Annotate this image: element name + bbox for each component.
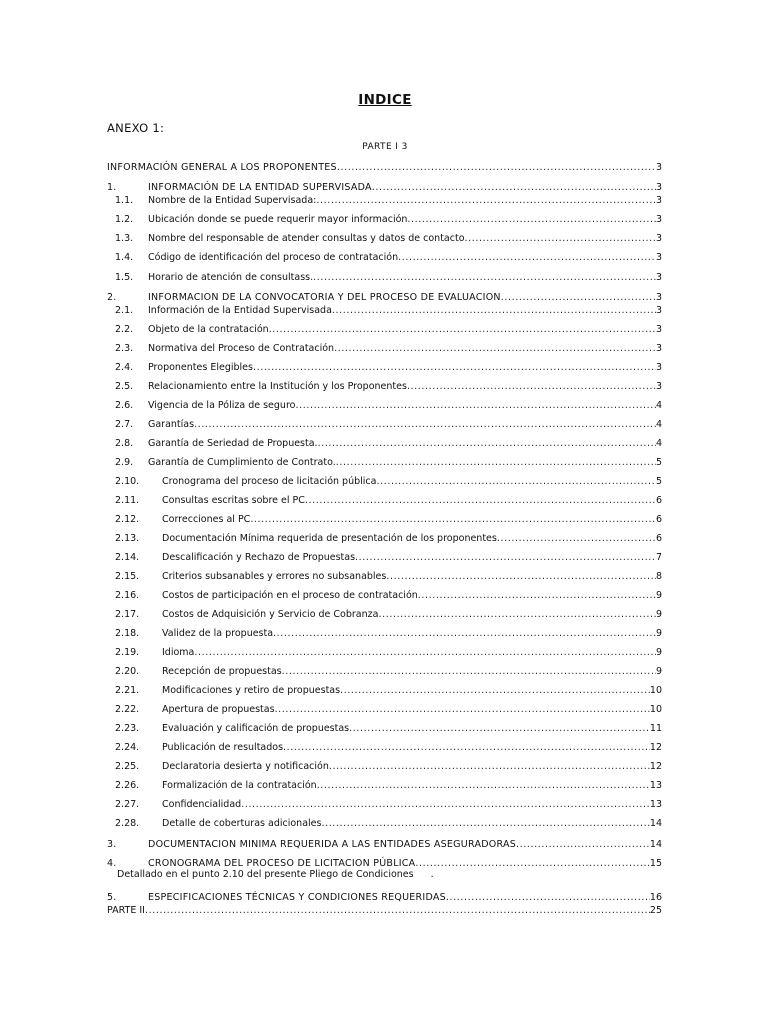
toc-dot-leader [501,292,656,304]
toc-entry[interactable] [107,627,662,640]
toc-entry-number: 2.16. [115,590,140,601]
toc-entry-title: Consultas escritas sobre el PC [162,495,305,506]
toc-entry-page: 3 [655,233,662,244]
toc-entry-title: Vigencia de la Póliza de seguro [148,400,296,411]
toc-dot-leader [516,839,650,851]
toc-entry-page: 9 [655,628,662,639]
index-title: INDICE [358,92,412,108]
toc-entry-title: INFORMACION DE LA CONVOCATORIA Y DEL PROCESO DE EVALUACION [148,292,501,303]
toc-entry-page: 12 [649,761,662,772]
toc-entry-title: Costos de participación en el proceso de contratación [162,590,418,601]
toc-dot-leader [282,666,656,678]
toc-entry-number: 2.3. [115,343,134,354]
toc-entry[interactable] [107,304,662,317]
toc-entry-number: 2.6. [115,400,134,411]
toc-entry-page: 12 [649,742,662,753]
toc-entry-title: Evaluación y calificación de propuestas [162,723,350,734]
toc-entry-page: 7 [655,552,662,563]
toc-entry[interactable] [107,532,662,545]
toc-entry-page: 15 [649,858,662,869]
toc-entry-title: Modificaciones y retiro de propuestas [162,685,341,696]
toc-entry-number: 1.5. [115,272,134,283]
toc-entry-title: Nombre de la Entidad Supervisada: [148,195,317,206]
toc-dot-leader [378,609,655,621]
toc-entry-title: Nombre del responsable de atender consultas y datos de contacto [148,233,465,244]
toc-entry-page: 13 [649,799,662,810]
toc-entry[interactable] [107,513,662,526]
toc-entry-title: Declaratoria desierta y notificación [162,761,329,772]
toc-entry[interactable] [107,904,662,917]
toc-entry[interactable] [107,291,662,304]
toc-entry[interactable] [107,817,662,830]
toc-note-4-text: Detallado en el punto 2.10 del presente Pliego de Condiciones [117,869,414,880]
toc-entry-number: 2.25. [115,761,140,772]
toc-entry-page: 14 [649,818,662,829]
toc-entry-title: Cronograma del proceso de licitación pública [162,476,377,487]
toc-entry[interactable] [107,213,662,226]
toc-entry-title: Formalización de la contratación [162,780,317,791]
toc-entry-number: 2.26. [115,780,140,791]
toc-dot-leader [321,818,649,830]
toc-entry-page: 3 [655,214,662,225]
toc-entry-page: 13 [649,780,662,791]
toc-dot-leader [386,571,656,583]
toc-entry-page: 10 [649,685,662,696]
toc-entry[interactable] [107,570,662,583]
toc-entry-number: 2.23. [115,723,140,734]
toc-entry[interactable] [107,722,662,735]
toc-dot-leader [194,647,656,659]
toc-dot-leader [349,723,650,735]
toc-entry-page: 3 [655,305,662,316]
toc-dot-leader [334,343,656,355]
toc-entry-number: 2.10. [115,476,140,487]
toc-dot-leader [446,892,650,904]
toc-entry-title: ESPECIFICACIONES TÉCNICAS Y CONDICIONES REQUERIDAS [148,892,446,903]
toc-entry-page: 6 [655,533,662,544]
toc-dot-leader [194,419,656,431]
toc-dot-leader [269,324,656,336]
toc-entry-page: 16 [649,892,662,903]
toc-entry-page: 5 [655,476,662,487]
toc-dot-leader [398,252,656,264]
toc-dot-leader [329,761,650,773]
toc-entry-number: 2.7. [115,419,134,430]
toc-entry-title: Garantías [148,419,195,430]
toc-entry-page: 3 [655,252,662,263]
toc-entry-title: Costos de Adquisición y Servicio de Cobranza [162,609,379,620]
toc-dot-leader [313,272,656,284]
toc-dot-leader [376,476,655,488]
toc-entry-title: DOCUMENTACION MINIMA REQUERIDA A LAS ENTIDADES ASEGURADORAS [148,839,517,850]
toc-entry[interactable] [107,161,662,174]
toc-dot-leader [407,214,656,226]
toc-entry-page: 9 [655,666,662,677]
toc-entry-number: 2. [107,292,117,303]
toc-entry-number: 2.17. [115,609,140,620]
parte-i-label: PARTE I 3 [362,142,408,152]
toc-entry[interactable] [107,271,662,284]
toc-entry[interactable] [107,760,662,773]
toc-entry-page: 3 [655,362,662,373]
toc-dot-leader [275,704,650,716]
toc-entry-number: 2.27. [115,799,140,810]
toc-dot-leader [372,182,656,194]
toc-entry[interactable] [107,703,662,716]
toc-dot-leader [250,514,656,526]
toc-entry-page: 5 [655,457,662,468]
toc-entry-title: Documentación Mínima requerida de presentación de los proponentes [162,533,497,544]
toc-entry-number: 2.18. [115,628,140,639]
anexo-label: ANEXO 1: [107,121,165,135]
toc-dot-leader [337,162,656,174]
toc-entry[interactable] [107,361,662,374]
toc-entry-page: 4 [655,400,662,411]
toc-entry-page: 10 [649,704,662,715]
toc-entry-number: 4. [107,858,117,869]
toc-entry-number: 2.5. [115,381,134,392]
toc-entry-page: 3 [655,292,662,303]
toc-dot-leader [465,233,656,245]
toc-entry-page: 3 [655,343,662,354]
toc-entry-title: Objeto de la contratación [148,324,269,335]
toc-note-4 [117,869,434,881]
toc-entry[interactable] [107,194,662,207]
toc-entry-title: Descalificación y Rechazo de Propuestas [162,552,356,563]
toc-entry-title: Relacionamiento entre la Institución y los Proponentes [148,381,407,392]
toc-entry[interactable] [107,798,662,811]
toc-entry-page: 11 [649,723,662,734]
toc-entry[interactable] [107,399,662,412]
toc-entry-title: INFORMACIÓN DE LA ENTIDAD SUPERVISADA [148,182,372,193]
toc-dot-leader [340,685,650,697]
toc-entry-page: 4 [655,419,662,430]
toc-entry-title: Confidencialidad [162,799,242,810]
toc-entry-title: Idioma [162,647,195,658]
toc-entry-number: 2.8. [115,438,134,449]
toc-dot-leader [316,195,656,207]
toc-dot-leader [241,799,650,811]
toc-entry-title: Horario de atención de consultass. [148,272,314,283]
toc-entry-number: 1. [107,182,117,193]
toc-entry[interactable] [107,418,662,431]
toc-dot-leader [318,438,656,450]
toc-entry-number: 2.24. [115,742,140,753]
toc-entry[interactable] [107,741,662,754]
toc-entry[interactable] [107,684,662,697]
toc-entry-title: PARTE II [107,905,145,916]
toc-entry[interactable] [107,323,662,336]
toc-entry-title: Ubicación donde se puede requerir mayor información [148,214,408,225]
toc-entry-title: Código de identificación del proceso de contratación [148,252,399,263]
toc-entry-number: 2.12. [115,514,140,525]
toc-entry-page: 9 [655,590,662,601]
toc-entry-page: 3 [655,381,662,392]
toc-entry-page: 3 [655,162,662,173]
toc-entry-number: 1.4. [115,252,134,263]
toc-entry-number: 2.22. [115,704,140,715]
toc-entry[interactable] [107,251,662,264]
toc-entry-page: 3 [655,272,662,283]
toc-entry-number: 2.19. [115,647,140,658]
toc-entry-number: 2.2. [115,324,134,335]
toc-dot-leader [355,552,656,564]
toc-entry-title: Garantía de Seriedad de Propuesta. [148,438,318,449]
toc-entry[interactable] [107,551,662,564]
toc-entry-page: 9 [655,647,662,658]
toc-dot-leader [407,381,656,393]
toc-entry-number: 2.20. [115,666,140,677]
toc-entry-title: Normativa del Proceso de Contratación [148,343,335,354]
toc-entry-title: Apertura de propuestas [162,704,275,715]
toc-dot-leader [336,457,656,469]
toc-entry-title: Criterios subsanables y errores no subsanables [162,571,387,582]
toc-entry-number: 2.15. [115,571,140,582]
toc-entry[interactable] [107,494,662,507]
toc-entry[interactable] [107,232,662,245]
toc-entry-title: Detalle de coberturas adicionales [162,818,322,829]
toc-entry-number: 2.11. [115,495,140,506]
toc-entry-title: Garantía de Cumplimiento de Contrato. [148,457,336,468]
toc-entry-number: 3. [107,839,117,850]
toc-entry-number: 2.13. [115,533,140,544]
toc-entry-title: Recepción de propuestas [162,666,282,677]
toc-entry-page: 9 [655,609,662,620]
toc-entry-page: 8 [655,571,662,582]
toc-entry-title: Proponentes Elegibles [148,362,253,373]
toc-note-4-dot: . [430,869,434,880]
toc-entry-number: 2.28. [115,818,140,829]
toc-entry[interactable] [107,380,662,393]
toc-entry[interactable] [107,181,662,194]
toc-entry-number: 1.2. [115,214,134,225]
toc-entry-number: 2.14. [115,552,140,563]
toc-entry-number: 5. [107,892,117,903]
toc-entry[interactable] [107,589,662,602]
toc-dot-leader [317,780,650,792]
toc-entry-title: Correcciones al PC [162,514,251,525]
toc-entry[interactable] [107,891,662,904]
toc-entry[interactable] [107,838,662,851]
toc-entry-number: 2.9. [115,457,134,468]
toc-entry-number: 2.21. [115,685,140,696]
toc-entry-page: 25 [649,905,662,916]
toc-entry-number: 1.3. [115,233,134,244]
toc-dot-leader [253,362,656,374]
toc-dot-leader [418,590,656,602]
toc-entry-page: 6 [655,495,662,506]
toc-entry-title: Validez de la propuesta [162,628,274,639]
toc-entry[interactable] [107,475,662,488]
toc-entry-title: INFORMACIÓN GENERAL A LOS PROPONENTES [107,162,337,173]
toc-entry[interactable] [107,779,662,792]
toc-dot-leader [295,400,655,412]
toc-dot-leader [332,305,656,317]
toc-dot-leader [415,858,649,870]
toc-entry[interactable] [107,342,662,355]
toc-entry-title: CRONOGRAMA DEL PROCESO DE LICITACION PÚBLICA [148,858,416,869]
toc-entry-title: Publicación de resultados [162,742,284,753]
toc-entry-title: Información de la Entidad Supervisada [148,305,332,316]
toc-entry-page: 3 [655,182,662,193]
toc-dot-leader [283,742,650,754]
toc-entry-page: 14 [649,839,662,850]
toc-entry[interactable] [107,646,662,659]
toc-entry[interactable] [107,608,662,621]
toc-dot-leader [305,495,656,507]
toc-dot-leader [273,628,656,640]
toc-entry-number: 2.1. [115,305,134,316]
toc-entry[interactable] [107,665,662,678]
toc-entry-page: 4 [655,438,662,449]
toc-dot-leader [145,905,650,917]
toc-entry-page: 3 [655,324,662,335]
toc-entry-number: 1.1. [115,195,134,206]
toc-entry-page: 3 [655,195,662,206]
toc-entry-page: 6 [655,514,662,525]
toc-entry[interactable] [107,437,662,450]
toc-entry[interactable] [107,456,662,469]
toc-entry-number: 2.4. [115,362,134,373]
toc-dot-leader [497,533,656,545]
